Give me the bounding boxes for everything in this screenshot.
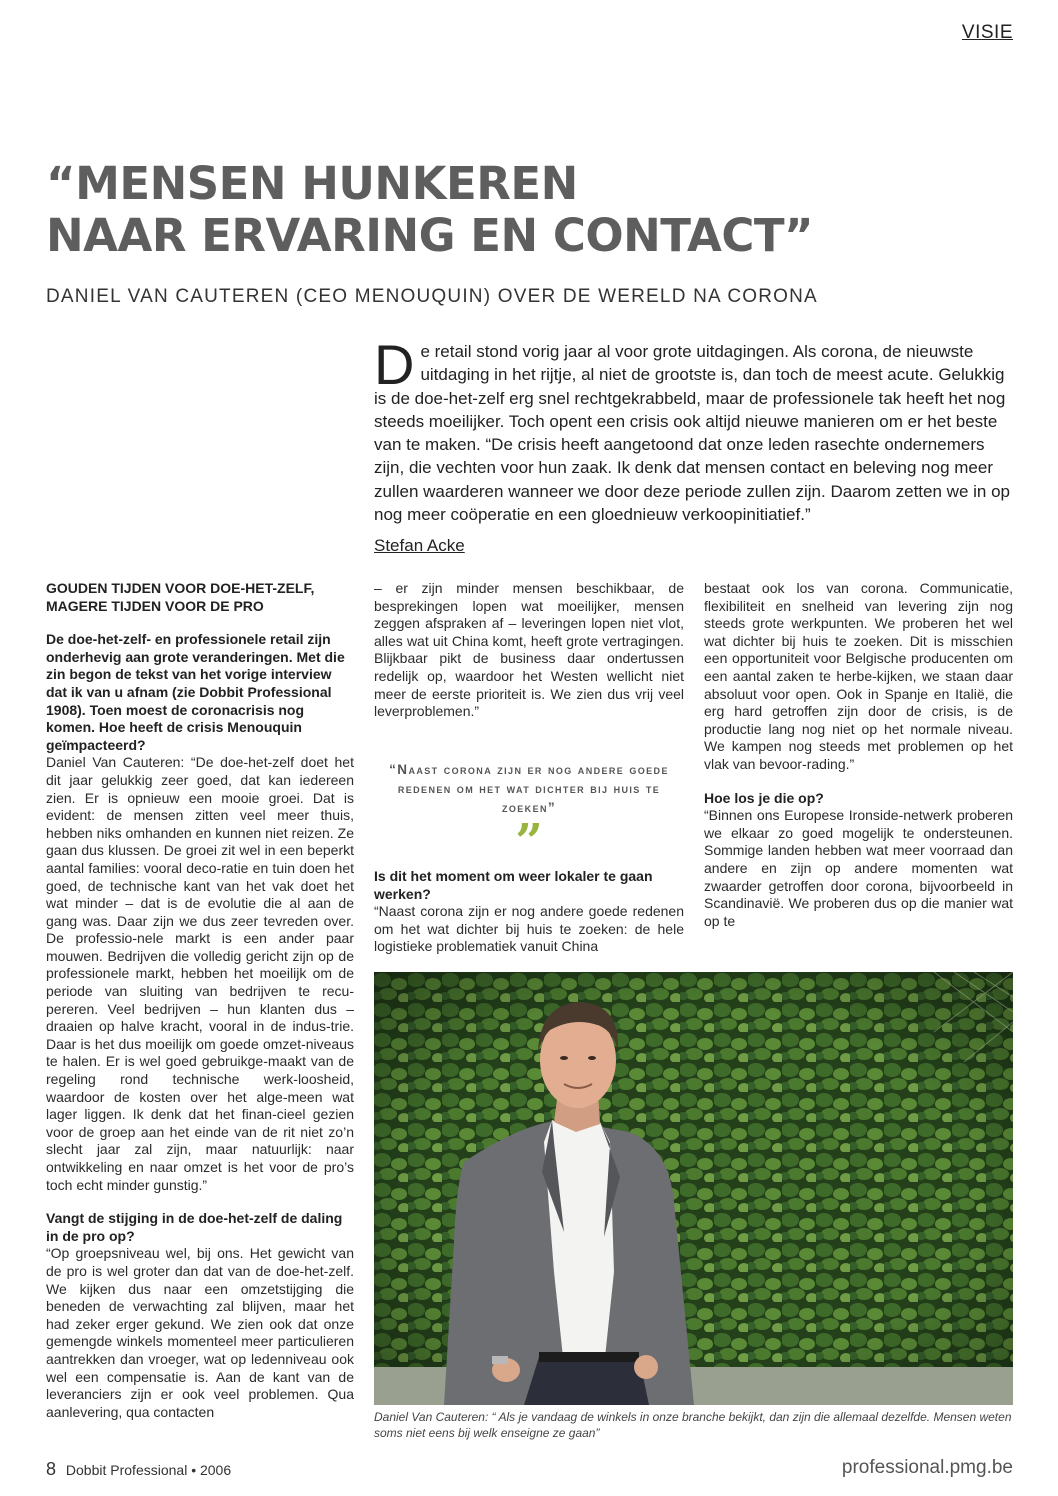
drop-cap: D: [374, 333, 415, 396]
answer-4: “Binnen ons Europese Ironside-netwerk proberen we elkaar zo goed mogelijk te ondersteunen. Sommige landen hebben wat meer voorraad dan andere en zijn op andere momenten wat zwaarder getroffen door corona, bijvoorbeeld in Scandinavië. We proberen dus op die manier wat op te: [704, 807, 1013, 929]
photo-illustration: [374, 972, 1013, 1405]
answer-continued: – er zijn minder mensen beschikbaar, de besprekingen lopen wat moeilijker, mensen zeggen afspraken af – leveringen lopen niet vlot, alles wat uit China komt, heeft grote vertragingen. Blijkbaar pikt de business daar ondertussen redelijk op, waardoor het Westen wellicht niet meer de eerste prioriteit is. We zien dus vrij veel leverproblemen.”: [374, 580, 684, 720]
website-url: professional.pmg.be: [841, 1457, 1013, 1478]
headline: [46, 158, 946, 262]
pull-quote: “Naast corona zijn er nog andere goede redenen om het wat dichter bij huis te zoeken”: [389, 762, 669, 815]
footer-left: [46, 1459, 231, 1480]
section-label: VISIE: [961, 22, 1013, 43]
question-3: Is dit het moment om weer lokaler te gaan werken?: [374, 868, 653, 902]
question-4: Hoe los je die op?: [704, 789, 824, 806]
column-2-top: [374, 580, 684, 721]
page-number: 8: [46, 1459, 57, 1479]
photo-caption: Daniel Van Cauteren: “ Als je vandaag de winkels in onze branche bekijkt, dan zijn die allemaal dezelfde. Mensen weten soms niet eens bij welk enseigne ze gaan”: [374, 1410, 1012, 1440]
question-2: Vangt de stijging in de doe-het-zelf de daling in de pro op?: [46, 1210, 343, 1244]
headline-line-2: NAAR ERVARING EN CONTACT”: [46, 209, 814, 262]
headline-line-1: “MENSEN HUNKEREN: [46, 157, 578, 210]
author-byline: Stefan Acke: [374, 536, 465, 555]
column-1: [46, 580, 354, 1448]
subheadline: DANIEL VAN CAUTEREN (CEO MENOUQUIN) OVER DE WERELD NA CORONA: [46, 286, 818, 307]
intro-paragraph: [374, 333, 1014, 526]
section-heading: GOUDEN TIJDEN VOOR DOE-HET-ZELF, MAGERE TIJDEN VOOR DE PRO: [46, 580, 315, 614]
answer-continued-2: bestaat ook los van corona. Communicatie, flexibiliteit en snelheid van levering zijn nog steeds grote werkpunten. We proberen het wel wat dichter bij huis te zoeken. Dit is misschien een opportuniteit voor Belgische producenten om een aantal zaken te herbe-kijken, we staan daar absoluut voor open. Ook in Spanje en Italië, die erg hard getroffen zijn door de crisis, is de productie lang nog niet op het normale niveau. We kampen nog steeds met problemen op het vlak van bevoor-rading.”: [704, 580, 1013, 772]
intro-text: e retail stond vorig jaar al voor grote uitdagingen. Als corona, de nieuwste uitdaging in het rijtje, al niet de grootste is, dan toch de meest acute. Gelukkig is de doe-het-zelf erg snel rechtgekrabbeld, maar de professionele tak heeft het nog steeds moeilijker. Toch opent een crisis ook altijd nieuwe manieren om er het beste van te maken. “De crisis heeft aangetoond dat onze leden rasechte ondernemers zijn, die vechten voor hun zaak. Ik denk dat mensen contact en beleving nog meer zullen waarderen wanneer we door deze periode zullen zijn. Daarom zetten we in op nog meer coöperatie en een gloednieuw verkoopinitiatief.”: [374, 342, 1010, 525]
question-1: De doe-het-zelf- en professionele retail zijn onderhevig aan grote veranderingen. Met die zin begon de tekst van het vorige interview dat ik van u afnam (zie Dobbit Professional 1908). Toen moest de coronacrisis nog komen. Hoe heeft de crisis Menouquin geïmpacteerd?: [46, 631, 345, 753]
quote-mark-icon: ”: [515, 814, 543, 870]
publication-name: Dobbit Professional • 2006: [65, 1462, 232, 1478]
column-2-bottom: [374, 868, 684, 962]
answer-1: Daniel Van Cauteren: “De doe-het-zelf doet het dit jaar gelukkig zeer goed, dat kan iedereen zien. Er is opnieuw een mooie groei. Dat is evident: de mensen zitten veel meer thuis, hebben niks omhanden en kunnen niet reizen. Ze gaan dus klussen. De groei zit wel in een beperkt aantal families: vooral deco-ratie en tuin doen het goed, de technische kant van het vak doet het wat minder – dat is de evolutie die al aan de gang was. Daar zijn we dus zeer tevreden over. De professio-nele markt is een ander paar mouwen. Bedrijven die volledig gericht zijn op de professionele markt, hebben het moeilijk om de periode van sluiting van bedrijven te recu-pereren. Veel bedrijven – hun klanten dus – draaien op halve kracht, vooral in de indus-trie. Daar is het dus moeilijk om goede omzet-niveaus te halen. Er is wel goed gebruikge-maakt van de regeling rond technische werk-loosheid, waardoor de kosten over het alge-meen wat lager liggen. Ik denk dat het finan-cieel gezien voor de groep aan het einde van de rit niet zo’n slecht jaar zal zijn, maar natuurlijk: naar ontwikkeling en naar omzet is het voor de pro’s toch echt minder gunstig.”: [46, 754, 354, 1193]
column-3: [704, 580, 1013, 960]
answer-3: “Naast corona zijn er nog andere goede redenen om het wat dichter bij huis te zoeken: de hele logistieke problematiek vanuit China: [374, 903, 684, 955]
portrait-photo: [374, 972, 1013, 1405]
answer-2: “Op groepsniveau wel, bij ons. Het gewicht van de pro is wel groter dan dat van de doe-het-zelf. We kijken dus naar een omzetstijging die beneden de verwachting zal blijven, maar het had zeker erger gekund. We zien ook dat onze gemengde winkels momenteel meer particulieren aantrekken dan vroeger, wat op ledenniveau ook wel een compensatie is. Aan de kant van de leveranciers zijn er ook veel problemen. Qua aanlevering, qua contacten: [46, 1245, 354, 1420]
